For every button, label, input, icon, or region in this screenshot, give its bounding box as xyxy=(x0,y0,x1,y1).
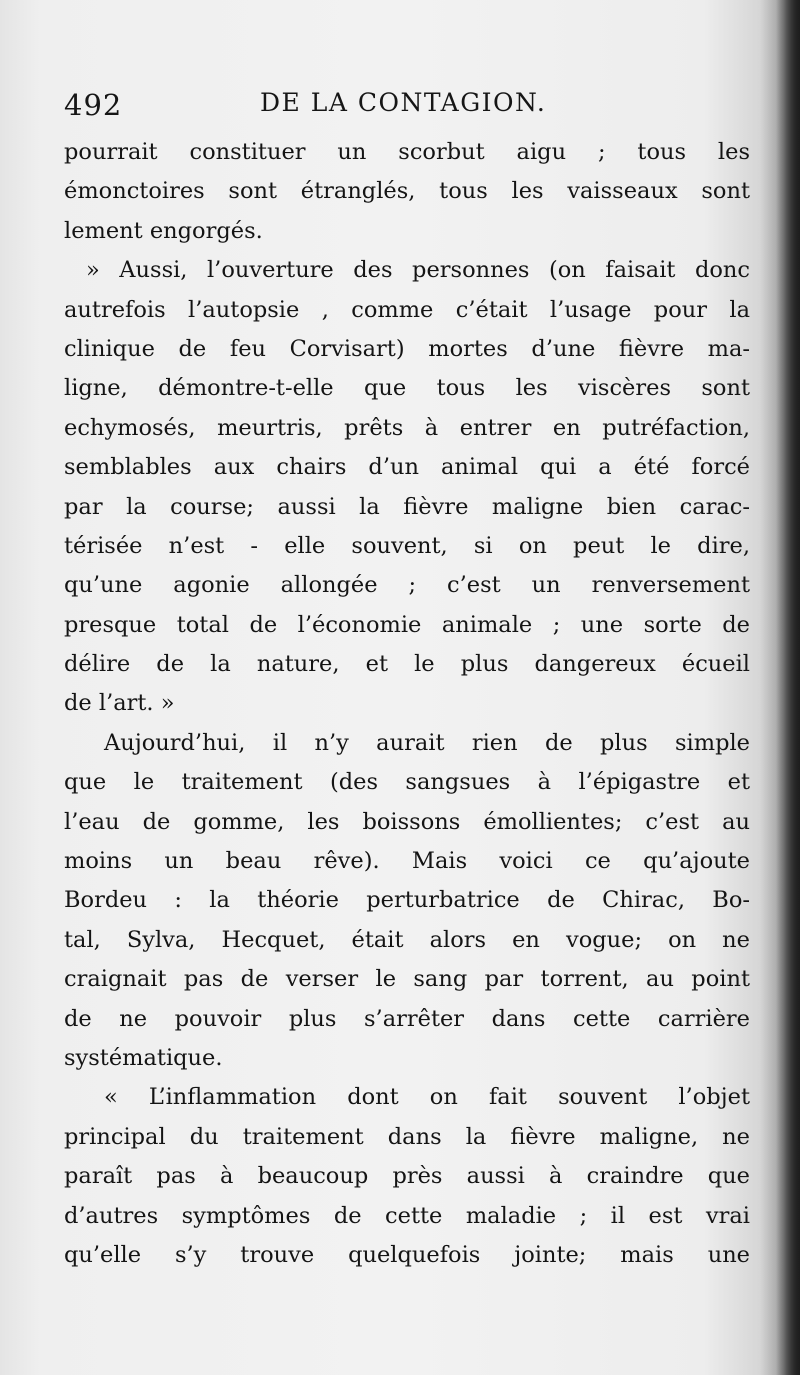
text-line: ligne, démontre-t-elle que tous les viscères sont xyxy=(64,375,750,402)
text-line: paraît pas à beaucoup près aussi à craindre que xyxy=(64,1163,750,1190)
text-line: echymosés, meurtris, prêts à entrer en putréfaction, xyxy=(64,414,750,441)
text-line: autrefois l’autopsie , comme c’était l’usage pour la xyxy=(64,296,750,323)
text-line: systématique. xyxy=(64,1044,223,1071)
text-line: Bordeu : la théorie perturbatrice de Chirac, Bo- xyxy=(64,887,750,914)
text-line: principal du traitement dans la fièvre maligne, ne xyxy=(64,1123,750,1150)
text-line: de ne pouvoir plus s’arrêter dans cette carrière xyxy=(64,1005,750,1032)
text-line: de l’art. » xyxy=(64,690,175,717)
page-header xyxy=(64,84,744,128)
text-line: semblables aux chairs d’un animal qui a été forcé xyxy=(64,454,750,481)
text-line: que le traitement (des sangsues à l’épigastre et xyxy=(64,769,750,796)
text-line: lement engorgés. xyxy=(64,217,263,244)
text-line: moins un beau rêve). Mais voici ce qu’ajoute xyxy=(64,848,750,875)
text-line: pourrait constituer un scorbut aigu ; tous les xyxy=(64,139,750,165)
text-line: » Aussi, l’ouverture des personnes (on faisait donc xyxy=(86,257,750,284)
text-line: par la course; aussi la fièvre maligne bien carac- xyxy=(64,493,750,520)
text-line: d’autres symptômes de cette maladie ; il est vrai xyxy=(64,1202,750,1229)
text-line: qu’une agonie allongée ; c’est un renversement xyxy=(64,572,750,599)
text-line: délire de la nature, et le plus dangereux écueil xyxy=(64,651,750,678)
text-line: tal, Sylva, Hecquet, était alors en vogue; on ne xyxy=(64,926,750,953)
text-line: émonctoires sont étranglés, tous les vaisseaux sont xyxy=(64,178,750,205)
page-number: 492 xyxy=(64,88,123,122)
running-head: DE LA CONTAGION. xyxy=(260,88,547,117)
text-line: qu’elle s’y trouve quelquefois jointe; mais une xyxy=(64,1241,750,1268)
text-line: presque total de l’économie animale ; une sorte de xyxy=(64,611,750,638)
text-line: clinique de feu Corvisart) mortes d’une fièvre ma- xyxy=(64,335,750,362)
text-line: Aujourd’hui, il n’y aurait rien de plus simple xyxy=(104,729,750,756)
text-line: « L’inflammation dont on fait souvent l’objet xyxy=(104,1084,750,1111)
body-text xyxy=(64,133,750,1275)
text-line: craignait pas de verser le sang par torrent, au point xyxy=(64,966,750,993)
book-spine-shadow xyxy=(776,0,800,1375)
text-line: l’eau de gomme, les boissons émollientes; c’est au xyxy=(64,808,750,835)
text-line: térisée n’est - elle souvent, si on peut le dire, xyxy=(64,532,750,559)
